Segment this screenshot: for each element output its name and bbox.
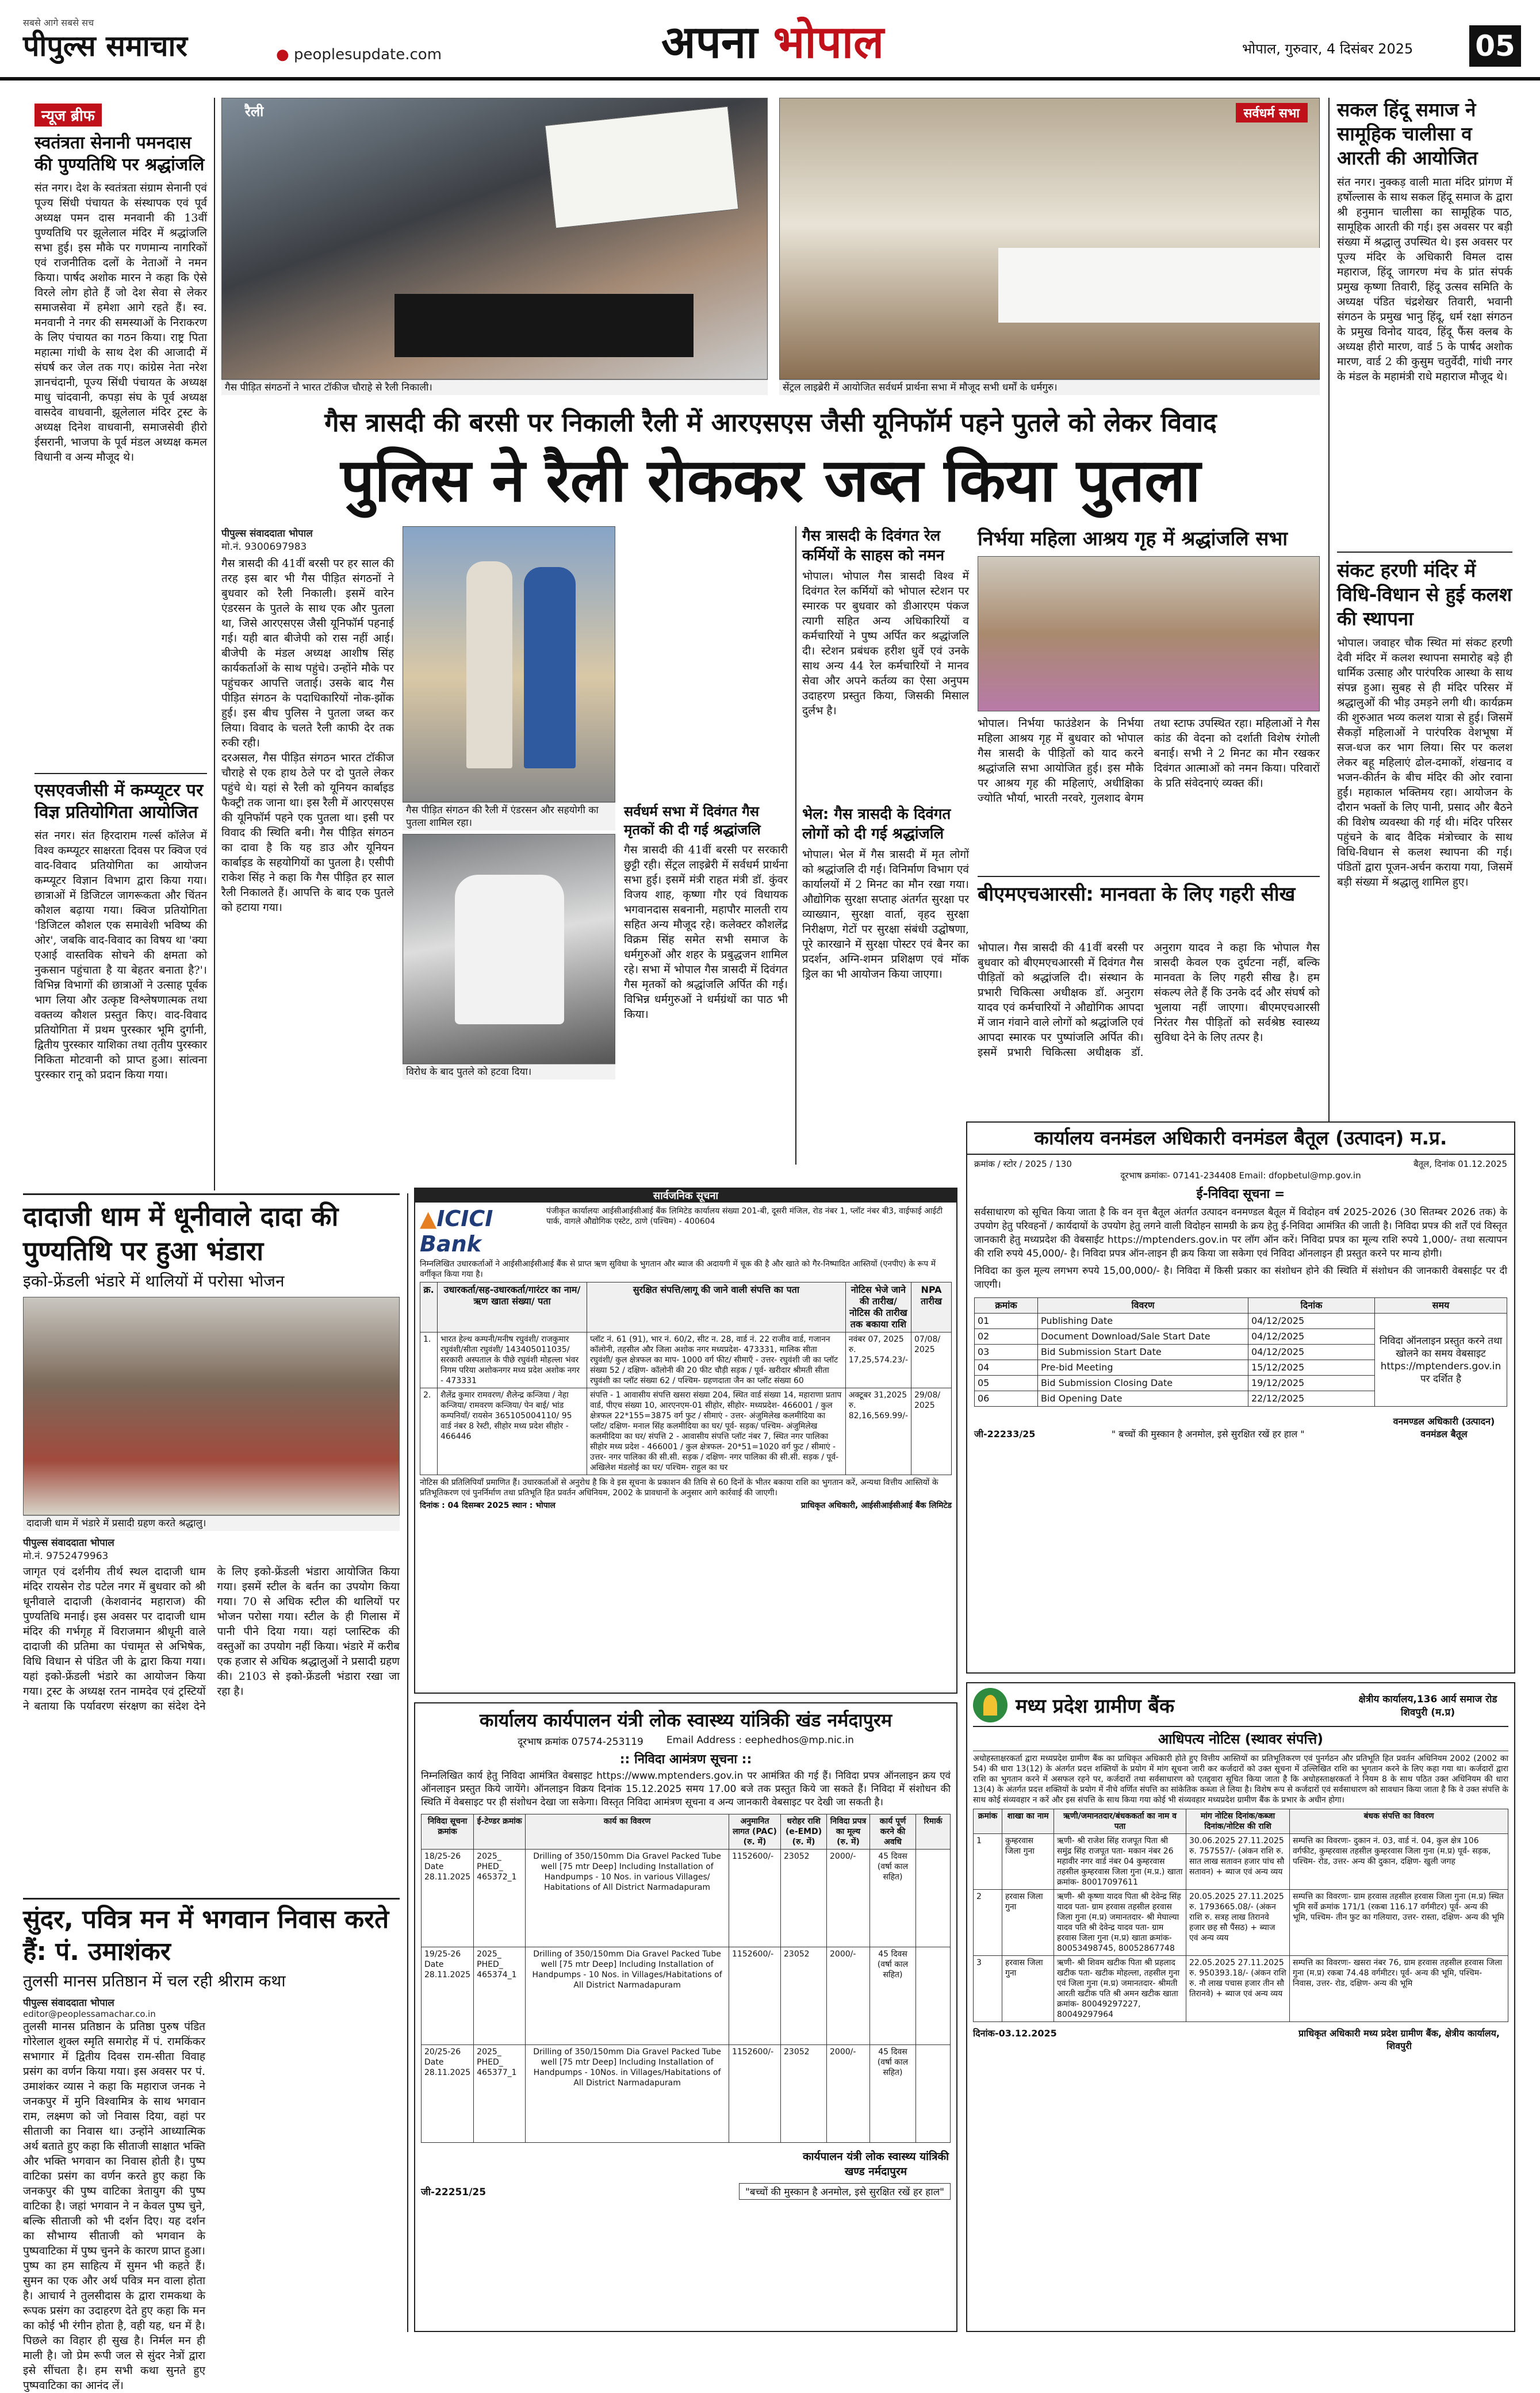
cell xyxy=(916,1947,951,2045)
section-rule xyxy=(23,1898,400,1900)
cell: 18/25-26 Date 28.11.2025 xyxy=(422,1850,474,1947)
katha-body-1: तुलसी मानस प्रतिष्ठान के प्रतिष्ठा पुरुष पंडित गोरेलाल शुक्ल स्मृति समारोह में पं. रामकिंकर सभागार में द्वितीय दिवस राम-सीता विवाह प्रसंग का वर्णन किया गया। इस अवसर पर पं. उमाशंकर व्यास ने कहा कि महाराज जनक ने जनकपुर में मुनि विश्वामित्र के साथ भगवान राम, लक्ष्मण को जो निवास दिया, वहां पर सीताजी का निवास था। उन्होंने आध्यात्मिक अर्थ बताते हुए कहा कि सीताजी साक्षात भक्ति और भक्ति भगवान का निवास होती है। पुष्प वाटिका प्रसंग का वर्णन करते हुए कहा कि जनकपुर की पुष्प वाटिका त्रेतायुग की पुष्प वाटिका है। जहां भगवान ने न केवल पुष्प चुने, बल्कि सीताजी को भी दर्शन दिए। यह दर्शन का सौभाग्य सीताजी को भगवान के पुष्पवाटिका में पुष्प चुनने के कारण प्राप्त हुआ। पुष्प का हम साहित्य में सुमन भी कहते हैं। सुमन का एक और अर्थ पवित्र मन वाला होता है। आचार्य ने तुलसीदास के द्वारा रामकथा के रूपक प्रसंग का उदाहरण देते हुए कहा कि मन का कोई भी रंगीन होता है, वही यह, धन में है। पिछले का विहार ही सुख है। निर्मल मन ही माली है। जो प्रेम रूपी जल से सुंदर नेत्रों द्वारा इसे सींचता है। हम सभी कथा सुनते हुए पुष्पवाटिका का आनंद लें। xyxy=(23,2020,205,2392)
gas-memorial-story xyxy=(624,802,788,1165)
forest-place-date: बैतूल, दिनांक 01.12.2025 xyxy=(1413,1159,1507,1169)
col-header: ई-टेण्डर क्रमांक xyxy=(474,1814,526,1850)
cell: Drilling of 350/150mm Dia Gravel Packed Tube well [75 mtr Deep] Including Installation of Handpumps - 10Nos. in Villages/Habitations of All District Narmadapuram xyxy=(526,2045,729,2143)
forest-body: सर्वसाधारण को सूचित किया जाता है कि वन वृत्त बैतूल अंतर्गत उत्पादन वनमण्डल बैतूल में विदोहन वर्ष 2025-2026 (30 सितम्बर 2026 तक) के उपयोग हेतु परिवहनों / कार्यदायों के उपयोग हेतु लगने वाली विदोहन सामग्री के क्रय हेतु ई-निविदा आमंत्रित की जाती है। निविदा प्रपत्र की शर्तें एवं विस्तृत जानकारी हेतु मध्यप्रदेश की वेबसाईट https://mptenders.gov.in पर लॉग ऑन करें। निविदा प्रपत्र का मूल्य राशि रुपये 1,000/- तथा सत्यापन की राशि रुपये 45,000/- है। निविदा प्रपत्र ऑन-लाइन ही क्रय किया जा सकेगा एवं निविदा ऑनलाइन ही प्रस्तुत करने पर मान्य होगी। xyxy=(974,1207,1507,1259)
cell: संपत्ति - 1 आवासीय संपत्ति खसरा संख्या 204, स्थित वार्ड संख्या 14, महाराणा प्रताप वार्ड, पीएच संख्या 10, आरएनएम-01 सीहोर, सीहोर- मध्यप्रदेश- 466001 / कुल क्षेत्रफल 22*155=3875 वर्ग फुट / सीमाएं - उत्तर- अंजुमिलेख कलमीदिया का प्लॉट/ दक्षिण- मनाल सिंह कलमीदिया का घर/ पूर्व- सड़क/ पश्चिम- अंजुमिलेख कलमीदिया का घर/ संपत्ति 2 - आवासीय संपत्ति प्लॉट नंबर 7, स्थित नगर पालिका सीहोर मध्य प्रदेश - 466001 / कुल क्षेत्रफल- 20*51=1020 वर्ग फुट / सीमाएं - उत्तर- नगर पालिका की सी.सी. सड़क / दक्षिण- नगर पालिका की सी.सी. सड़क / पूर्व- अखिलेश मंडलोई का घर/ पश्चिम- राहुल का घर xyxy=(587,1388,846,1475)
dadaji-sub: इको-फ्रेंडली भंडारे में थालियों में परोसा भोजन xyxy=(23,1272,285,1291)
dadaji-head: दादाजी धाम में धूनीवाले दादा की पुण्यतिथि पर हुआ भंडारा xyxy=(23,1201,339,1266)
phe-table xyxy=(421,1814,951,2143)
cell: Document Download/Sale Start Date xyxy=(1038,1329,1248,1345)
covered-effigy xyxy=(455,875,564,1024)
phe-sign: कार्यपालन यंत्री लोक स्वास्थ्य यांत्रिकी खण्ड नर्मदापुरम xyxy=(802,2150,949,2178)
katha-story xyxy=(23,1904,400,2392)
icici-logo: ▲ICICI Bank xyxy=(420,1206,493,1257)
col-header: उधारकर्ता/सह-उधारकर्ता/गारंटर का नाम/ ऋण खाता संख्या/ पता xyxy=(438,1282,587,1333)
col-header: दिनांक xyxy=(1248,1298,1375,1314)
phe-phone: दूरभाष क्रमांक 07574-253119 xyxy=(518,1736,643,1748)
cell: 20/25-26 Date 28.11.2025 xyxy=(422,2045,474,2143)
sankat-harni-head: संकट हरणी मंदिर में विधि-विधान से हुई कलश की स्थापना xyxy=(1337,559,1512,630)
cell: 45 दिवस (वर्षा काल सहित) xyxy=(870,1947,916,2045)
protest-photo xyxy=(403,834,615,1064)
railway-body: भोपाल। भोपाल गैस त्रासदी विश्व में दिवंगत रेल कर्मियों को भोपाल स्टेशन पर स्मारक पर बुधवार को डीआरएम पंकज त्यागी सहित अन्य अधिकारियों व कर्मचारियों ने पुष्प अर्पित कर श्रद्धांजलि दी। स्टेशन प्रबंधक हरीश धुर्वे एवं उनके साथ अन्य 44 रेल कर्मचारियों ने मानव सेवा और अपने कर्तव्य का ऐसा अनुपम उदाहरण प्रस्तुत किया, जिसकी मिसाल दुर्लभ है। xyxy=(802,570,969,717)
cell: प्लॉट नं. 61 (91), भार नं. 60/2, सीट न. 28, वार्ड नं. 22 राजीव वार्ड, गजानन कॉलोनी, तहसील और जिला अशोक नगर मध्यप्रदेश- 473331, मालिक सीता रघुवंशी/ कुल क्षेत्रफल का माप- 1000 वर्ग फीट/ सीमाएँ - उत्तर- रघुवंशी जी का प्लॉट संख्या 52 / दक्षिण- कॉलोनी की 20 फीट चौड़ी सड़क / पूर्व- खरीदार श्रीमती सीता रघुवंशी का प्लॉट संख्या 62 / पश्चिम- ग्रहणदाता जैन का प्लॉट संख्या 60 xyxy=(587,1333,846,1388)
katha-email[interactable]: editor@peoplessamachar.co.in xyxy=(23,2009,156,2019)
table-row xyxy=(974,1834,1508,1890)
section-rule xyxy=(23,1193,400,1195)
cell: 2. xyxy=(420,1388,438,1475)
cell: 19/12/2025 xyxy=(1248,1376,1375,1391)
divider xyxy=(1337,552,1512,553)
cell: 1152600/- xyxy=(729,1947,781,2045)
prayer-meeting-photo xyxy=(779,98,1320,380)
cell: 2 xyxy=(974,1890,1002,1956)
cell: 22.05.2025 27.11.2025 रु. 950393.18/- (अंकन राशि रु. नौ लाख पचास हजार तीन सौ तिरानवे) + ब्याज एवं अन्य व्यय xyxy=(1186,1956,1290,2022)
cell: 05 xyxy=(975,1376,1038,1391)
forest-order-no: क्रमांक / स्टोर / 2025 / 130 xyxy=(974,1159,1072,1169)
icici-notice xyxy=(414,1188,957,1694)
cell xyxy=(916,2045,951,2143)
table-row xyxy=(420,1388,952,1475)
bhel-body: भोपाल। भेल में गैस त्रासदी में मृत लोगों को श्रद्धांजलि दी गई। विनिर्माण विभाग एवं कार्यालयों में 2 मिनट का मौन रखा गया। औद्योगिक सुरक्षा सप्ताह अंतर्गत सुरक्षा पर व्याख्यान, सुरक्षा वार्ता, वृहद सुरक्षा निरीक्षण, गेटों पर सुरक्षा संबंधी उद्घोषणा, पूरे कारखाने में सुरक्षा पोस्टर एवं बैनर का प्रदर्शन, अग्नि-शमन प्रशिक्षण एवं मॉक ड्रिल का भी आयोजन किया जाएगा। xyxy=(802,848,969,981)
railway-story xyxy=(802,526,969,1165)
cell xyxy=(916,1850,951,1947)
phe-notice-body: निम्नलिखित कार्य हेतु निविदा आमंत्रित वेबसाइट https://www.mptenders.gov.in पर आमंत्रित की गई हैं। निविदा प्रपत्र ऑनलाइन क्रय एवं ऑनलाइन प्रस्तुत किये जायेंगे। ऑनलाइन विक्रय दिनांक 15.12.2025 समय 17.00 बजे तक प्रस्तुत किये जा सकते हैं। निविदा में संशोधन की स्थिति में वेबसाइट पर ही संशोधन देखा जा सकेगा। विस्तृत निविदा आमंत्रण सूचना व अन्य जानकारी वेबसाइट पर देखी जा सकती है। xyxy=(421,1770,951,1808)
cell: हरवास जिला गुना xyxy=(1002,1956,1054,2022)
cell: 29/08/ 2025 xyxy=(911,1388,952,1475)
prayer-caption: सेंट्रल लाइब्रेरी में आयोजित सर्वधर्म प्रार्थना सभा में मौजूद सभी धर्मों के धर्मगुरु। xyxy=(779,380,1320,395)
icici-date-place: दिनांक : 04 दिसम्बर 2025 स्थान : भोपाल xyxy=(420,1501,556,1510)
forest-phone: दूरभाष क्रमांकः- 07141-234408 Email: dfopbetul@mp.gov.in xyxy=(1120,1170,1361,1181)
col-header: समय xyxy=(1375,1298,1507,1314)
phe-title: कार्यालय कार्यपालन यंत्री लोक स्वास्थ्य यांत्रिकी खंड नर्मदापुरम xyxy=(479,1709,892,1731)
cell: 2000/- xyxy=(827,1947,870,2045)
brief-item1-body: संत नगर। देश के स्वतंत्रता संग्राम सेनानी एवं पूज्य सिंधी पंचायत के संस्थापक एवं पूर्व अध्यक्ष पमन दास मनवानी की 13वीं पुण्यतिथि पर झूलेलाल मंदिर में श्रद्धांजलि सभा हुई। इस मौके पर गणमान्य नागरिकों एवं राजनीतिक दलों के नेताओं ने नमन किया। पार्षद अशोक मारन ने कहा कि ऐसे विरले लोग होते हैं जो देश सेवा से लेकर समाजसेवा में हमेशा आगे रहते हैं। स्व. मनवानी ने नगर की समस्याओं के निराकरण के लिए पंचायत का गठन किया। राष्ट्र पिता महात्मा गांधी के साथ देश की आजादी में संघर्ष कर जेल तक गए। कांग्रेस नेता नरेश ज्ञानचंदानी, पूज्य सिंधी पंचायत के अध्यक्ष माधु चांदवानी, कपड़ा संघ के पूर्व अध्यक्ष वासदेव वाधवानी, झूलेलाल मंदिर ट्रस्ट के अध्यक्ष दिनेश वाधवानी, समाजसेवी हीरो ईसरानी, भाजपा के पूर्व मंडल अध्यक्ष कमल विधानी व अन्य मौजूद थे। xyxy=(35,182,207,464)
dadaji-byline: पीपुल्स संवाददाता भोपाल xyxy=(23,1537,114,1549)
gramin-logo-icon xyxy=(973,1688,1007,1722)
col-header: कार्य पूर्ण करने की अवधि xyxy=(870,1814,916,1850)
cell: 23052 xyxy=(781,1850,827,1947)
rally-caption: गैस पीड़ित संगठनों ने भारत टॉकीज चौराहे से रैली निकाली। xyxy=(221,380,768,395)
table-row xyxy=(974,1956,1508,2022)
phe-email[interactable]: Email Address : eephedhos@mp.nic.in xyxy=(666,1735,854,1746)
cell: 04/12/2025 xyxy=(1248,1345,1375,1360)
brief-item2-body: संत नगर। संत हिरदाराम गर्ल्स कॉलेज में विश्व कम्प्यूटर साक्षरता दिवस पर क्विज एवं वाद-विवाद प्रतियोगिता का आयोजन कम्प्यूटर विज्ञान विभाग द्वारा किया गया। छात्राओं में डिजिटल जागरूकता और चिंतन कौशल बढ़ाया गया। क्विज प्रतियोगिता 'डिजिटल कौशल एक समावेशी भविष्य की ओर', जबकि वाद-विवाद का विषय था 'क्या एआई वास्तविक सोचने की क्षमता को नुकसान पहुंचाता है या बेहतर बनाता है?'। विभिन्न विभागों की छात्राओं ने उत्साह पूर्वक भाग लिया और उत्कृष्ट विश्लेषणात्मक तथा वक्तव्य कौशल प्रस्तुत किए। वाद-विवाद प्रतियोगिता में प्रथम पुरस्कार भूमि दुर्गानी, द्वितीय पुरस्कार याशिका तथा तृतीय पुरस्कार निकिता मोटवानी को प्राप्त हुआ। सांत्वना पुरस्कार रानू को प्रदान किया गया। xyxy=(35,829,207,1081)
forest-slogan: " बच्चों की मुस्कान है अनमोल, इसे सुरक्षित रखें हर हाल " xyxy=(1111,1429,1305,1439)
forest-sign: वनमण्डल अधिकारी (उत्पादन) वनमंडल बैतूल xyxy=(1393,1416,1495,1439)
phe-notice xyxy=(414,1702,957,2332)
forest-notice-title: ई-निविदा सूचना = xyxy=(1196,1187,1285,1201)
effigy-figure-2 xyxy=(524,567,576,768)
cell: Publishing Date xyxy=(1038,1314,1248,1329)
protest-caption: विरोध के बाद पुतले को हटवा दिया। xyxy=(403,1064,615,1079)
cell: Bid Submission Closing Date xyxy=(1038,1376,1248,1391)
cell: सम्पत्ति का विवरणः- ग्राम हरवास तहसील हरवास जिला गुना (म.प्र) स्थित भूमि सर्वे क्रमांक 171/1 (रकबा 116.17 वर्गमीटर) पूर्व- अन्य की भूमि, पश्चिम- तीन फुट का गलियारा, उत्तर- रास्ता, दक्षिण- अन्य की भूमि xyxy=(1290,1890,1508,1956)
phe-slogan: "बच्चों की मुस्कान है अनमोल, इसे सुरक्षित रखें हर हाल" xyxy=(739,2183,951,2200)
katha-sub: तुलसी मानस प्रतिष्ठान में चल रही श्रीराम कथा xyxy=(23,1971,286,1990)
brief-item2-head: एसएवजीसी में कम्प्यूटर पर विज्ञ प्रतियोगिता आयोजित xyxy=(35,780,204,822)
katha-byline: पीपुल्स संवाददाता भोपाल xyxy=(23,1997,114,2009)
rally-placard xyxy=(545,106,738,228)
news-brief xyxy=(35,104,207,1185)
nirbhaya-story xyxy=(978,526,1320,940)
effigy-figure-1 xyxy=(466,561,512,768)
lead-kicker: गैस त्रासदी की बरसी पर निकाली रैली में आरएसएस जैसी यूनिफॉर्म पहने पुतले को लेकर विवाद xyxy=(324,407,1217,438)
cell: 03 xyxy=(975,1345,1038,1360)
page-number: 05 xyxy=(1469,25,1521,67)
lead-body-col xyxy=(221,526,394,1165)
col-header: NPA तारीख xyxy=(911,1282,952,1333)
cell: 02 xyxy=(975,1329,1038,1345)
icici-sign: प्राधिकृत अधिकारी, आईसीआईसीआई बैंक लिमिटेड xyxy=(800,1501,952,1510)
gas-memorial-body: गैस त्रासदी की 41वीं बरसी पर सरकारी छुट्टी रही। सेंट्रल लाइब्रेरी में सर्वधर्म प्रार्थना सभा हुई। इसमें मंत्री राहत मंत्री डॉ. कुंवर विजय शाह, कृष्णा गौर एवं विधायक भगवानदास सबनानी, महापौर मालती राय सहित अन्य मौजूद रहे। कलेक्टर कौशलेंद्र विक्रम सिंह समेत सभी समाज के धर्मगुरुओं और शहर के प्रबुद्धजन शामिल रहे। सभा में भोपाल गैस त्रासदी में दिवंगत गैस मृतकों को श्रद्धांजलि अर्पित की गई। विभिन्न धर्मगुरुओं ने धर्मग्रंथों का पाठ भी किया। xyxy=(624,844,788,1021)
cell: 01 xyxy=(975,1314,1038,1329)
table-white-cloth xyxy=(998,248,1320,323)
cell: नवंबर 07, 2025 रु. 17,25,574.23/- xyxy=(845,1333,911,1388)
table-row xyxy=(422,2045,951,2143)
paper-logo xyxy=(23,16,270,68)
cell: सम्पत्ति का विवरणः- खसरा नंबर 76, ग्राम हरवास तहसील हरवास जिला गुना (म.प्र) रकबा 74.48 वर्गमीटर। पूर्व- अन्य की भूमि, पश्चिम- निवास, उत्तर- रोड, दक्षिण- अन्य की भूमि xyxy=(1290,1956,1508,2022)
cell: कुम्हरवास जिला गुना xyxy=(1002,1834,1054,1890)
cell: 2000/- xyxy=(827,1850,870,1947)
lead-body: गैस त्रासदी की 41वीं बरसी पर हर साल की तरह इस बार भी गैस पीड़ित संगठनों ने बुधवार को रैली निकाली। इसमें वारेन एंडरसन के पुतले के साथ एक और पुतला था, जिसे आरएसएस जैसी यूनिफॉर्म पहनाई गई। यही बात बीजेपी को रास नहीं आई। बीजेपी के मंडल अध्यक्ष आशीष सिंह कार्यकर्ताओं के साथ पहुंचे। उन्होंने मौके पर पहुंचकर आपत्ति जताई। उसके बाद गैस पीड़ित संगठन के पदाधिकारियों नोक-झोंक हुई। इस बीच पुलिस ने पुतला जब्त कर लिया। विवाद के चलते रैली काफी देर तक रुकी रही। दरअसल, गैस पीड़ित संगठन भारत टॉकीज चौराहे से एक हाथ ठेले पर दो पुतले लेकर पहुंचे थे। यहां से रैली को यूनियन कार्बाइड फैक्ट्री तक जाना था। इस रैली में आरएसएस की यूनिफॉर्म पहने एक पुतला था। इसी पर विवाद की स्थिति बनी। गैस पीड़ित संगठन का दावा है कि यह डाउ और यूनियन कार्बाइड के सहयोगियों का पुतला है। एसीपी राकेश सिंह ने कहा कि गैस पीड़ित हर साल रैली निकालते हैं। आपत्ति के बाद एक पुतले को हटाया गया। xyxy=(221,557,394,914)
gramin-bank-name: मध्य प्रदेश ग्रामीण बैंक xyxy=(1016,1695,1175,1718)
col-header: क्र. xyxy=(420,1282,438,1333)
cell: 2025_ PHED_ 465374_1 xyxy=(474,1947,526,2045)
cell: 45 दिवस (वर्षा काल सहित) xyxy=(870,1850,916,1947)
cell: शैलेंद्र कुमार रामवरण/ शैलेन्द्र कन्जिया / नेहा कन्जिया/ रामवरण कन्जिया/ पेन बाई/ भांड कम्पनियाँ/ रायसेन 365105004110/ 95 वार्ड नंबर 8 रेस्टी, सीहोर मध्य प्रदेश सीहोर - 466446 xyxy=(438,1388,587,1475)
col-header: अनुमानित लागत (PAC) (रु. में) xyxy=(729,1814,781,1850)
bmhrc-head: बीएमएचआरसी: मानवता के लिए गहरी सीख xyxy=(978,883,1296,906)
nirbhaya-body: भोपाल। निर्भया फाउंडेशन के निर्भया महिला आश्रय गृह में बुधवार को भोपाल गैस त्रासदी के पीड़ितों को याद करने श्रद्धांजलि सभा आयोजित हुई। इस मौके पर आश्रय गृह की महिलाएं, अधीक्षिका ज्योति भौर्या, भारती नरवरे, गुलशाद बेगम तथा स्टाफ उपस्थित रहा। महिलाओं ने गैस कांड की वेदना को दर्शाती विशेष रंगोली बनाई। सभी ने 2 मिनट का मौन रखकर दिवंगत आत्माओं को नमन किया। परिवारों के प्रति संवेदनाएं व्यक्त कीं। xyxy=(978,717,1320,805)
icici-footer: नोटिस की प्रतिलिपियाँ प्रमाणित हैं। उधारकर्ताओं से अनुरोध है कि वे इस सूचना के प्रकाशन की तिथि से 60 दिनों के भीतर बकाया राशि का भुगतान करें, अन्यथा वित्तीय आस्तियों के प्रतिभूतिकरण एवं पुनर्निर्माण तथा प्रतिभूति हित प्रवर्तन अधिनियम, 2002 के प्रावधानों के अनुसार आगे कार्रवाई की जाएगी। xyxy=(420,1478,938,1498)
cell: 15/12/2025 xyxy=(1248,1360,1375,1376)
dateline: भोपाल, गुरुवार, 4 दिसंबर 2025 xyxy=(1242,41,1413,57)
cell: 30.06.2025 27.11.2025 रु. 757557/- (अंकन राशि रु. सात लाख सतावन हजार पांच सौ सतावन) + ब्याज एवं अन्य व्यय xyxy=(1186,1834,1290,1890)
cell: 23052 xyxy=(781,2045,827,2143)
masthead xyxy=(0,0,1540,81)
column-rule xyxy=(407,1193,408,2332)
bmhrc-body: भोपाल। गैस त्रासदी की 41वीं बरसी पर बुधवार को बीएमएचआरसी में दिवंगत गैस पीड़ितों को श्रद्धांजलि दी। संस्थान के प्रभारी चिकित्सा अधीक्षक डॉ. अनुराग यादव एवं कर्मचारियों ने औद्योगिक आपदा में जान गंवाने वाले लोगों को श्रद्धांजलि एवं आपदा स्मारक पर पुष्पांजलि अर्पित की। इसमें प्रभारी चिकित्सा अधीक्षक डॉ. अनुराग यादव ने कहा कि भोपाल गैस त्रासदी केवल एक दुर्घटना नहीं, बल्कि मानवता के लिए गहरी सीख है। हम संकल्प लेते हैं कि उनके दर्द और संघर्ष को भुलाया नहीं जाएगा। बीएमएचआरसी निरंतर गैस पीड़ितों को सर्वश्रेष्ठ स्वास्थ्य सुविधा देने के लिए तत्पर है। xyxy=(978,941,1320,1059)
cell: सम्पत्ति का विवरणः- दुकान नं. 03, वार्ड नं. 04, कुल क्षेत्र 106 वर्गफीट, कुम्हरवास तहसील कुम्हरवास जिला गुना (म.प्र) पूर्व- सड़क, पश्चिम- रोड, उत्तर- अन्य की दुकान, दक्षिण- खुली जगह xyxy=(1290,1834,1508,1890)
rally-photo xyxy=(221,98,768,380)
cell: 1 xyxy=(974,1834,1002,1890)
col-header: धरोहर राशि (e-EMD) (रु. में) xyxy=(781,1814,827,1850)
cell: 1152600/- xyxy=(729,1850,781,1947)
sakal-hindu-head: सकल हिंदू समाज ने सामूहिक चालीसा व आरती की आयोजित xyxy=(1337,98,1478,169)
col-header: निविदा प्रपत्र का मूल्य (रु. में) xyxy=(827,1814,870,1850)
cell: ऋणी- श्री शिवम खटीक पिता श्री प्रहलाद खटीक पता- खटीक मोहल्ला, तहसील गुना एवं जिला गुना (म.प्र) जमानतदार- श्रीमती आरती खटीक पति श्री अमन खटीक खाता क्रमांक- 80049297227, 80049297964 xyxy=(1054,1956,1186,2022)
rally-banner xyxy=(394,294,694,357)
dadaji-body: जागृत एवं दर्शनीय तीर्थ स्थल दादाजी धाम मंदिर रायसेन रोड पटेल नगर में बुधवार को श्री धूनीवाले दादाजी (केशवानंद महाराज) की पुण्यतिथि मनाई। इस अवसर पर दादाजी धाम मंदिर की गर्भगृह में विराजमान श्रीधूनी वाले दादाजी की प्रतिमा का पंचामृत से अभिषेक, विधि विधान से पंडित जी के द्वारा किया गया। यहां इको-फ्रेंडली भंडारे का आयोजन किया गया। ट्रस्ट के अध्यक्ष रतन नामदेव एवं ट्रस्टियों ने बताया कि पर्यावरण संरक्षण का संदेश देने के लिए इको-फ्रेंडली भंडारा आयोजित किया गया। इसमें स्टील के बर्तन का उपयोग किया गया। 70 से अधिक स्टील की थालियों पर भोजन परोसा गया। स्टील के ही गिलास में पानी पीने दिया गया। यहां प्लास्टिक की वस्तुओं का उपयोग नहीं किया। भंडारे में करीब एक हजार से अधिक श्रद्धालुओं ने प्रसादी ग्रहण की। 2103 से इको-फ्रेंडली भंडारा रखा जा रहा है। xyxy=(23,1565,400,1713)
col-header: शाखा का नाम xyxy=(1002,1809,1054,1834)
paper-tagline: सबसे आगे सबसे सच xyxy=(23,17,94,28)
dadaji-caption: दादाजी धाम में भंडारे में प्रसादी ग्रहण करते श्रद्धालु। xyxy=(23,1515,400,1531)
cell: 45 दिवस (वर्षा काल सहित) xyxy=(870,2045,916,2143)
prayer-tag: सर्वधर्म सभा xyxy=(1236,103,1308,122)
lead-mobile: मो.नं. 9300697983 xyxy=(221,541,307,553)
rally-tag: रैली xyxy=(245,104,264,120)
nirbhaya-photo xyxy=(978,556,1320,711)
cell: 22/12/2025 xyxy=(1248,1391,1375,1407)
dadaji-mobile: मो.नं. 9752479963 xyxy=(23,1550,109,1562)
sakal-hindu-body: संत नगर। नुक्कड़ वाली माता मंदिर प्रांगण में हर्षोल्लास के साथ सकल हिंदू समाज के द्वारा श्री हनुमान चालीसा का सामूहिक पाठ, सामूहिक आरती की गई। इस अवसर पर बड़ी संख्या में श्रद्धालु उपस्थित थे। इस अवसर पर पूज्य मंदिर के अधिकारी विमल दास महाराज, हिंदू जागरण मंच के प्रांत संपर्क प्रमुख कृष्णा तिवारी, हिंदू उत्सव समिति के अध्यक्ष पंडित चंद्रशेखर तिवारी, भवानी संगठन के प्रमुख भानु हिंदू, धर्म रक्षा संगठन के प्रमुख विनोद यादव, हिंदू फैंस क्लब के अध्यक्ष हीरो मारण, वार्ड 5 के पार्षद अशोक मारण, वार्ड 2 की कुसुम चतुर्वेदी, गांधी नगर के मंडल के महामंत्री राधे महाराज मौजूद थे। xyxy=(1337,176,1512,383)
railway-head: गैस त्रासदी के दिवंगत रेल कर्मियों के साहस को नमन xyxy=(802,527,945,564)
cell: ऋणी- श्री कृष्णा यादव पिता श्री देवेन्द्र सिंह यादव पता- ग्राम हरवास तहसील हरवास जिला गुना (म.प्र) जमानतदार- श्री मेघाल्या यादव पति श्री देवेन्द्र यादव पता- ग्राम हरवास जिला गुना (म.प्र) खाता क्रमांक- 80053498745, 80052867748 xyxy=(1054,1890,1186,1956)
gramin-intro: अधोहस्ताक्षरकर्ता द्वारा मध्यप्रदेश ग्रामीण बैंक का प्राधिकृत अधिकारी होते हुए वित्तीय आस्तियों का प्रतिभूतिकरण एवं पुनर्गठन और प्रतिभूति हित प्रवर्तन अधिनियम 2002 (2002 का 54) की धारा 13(12) के अंतर्गत प्रदत्त शक्तियों के प्रयोग में मांग सूचना जारी कर कर्जदारों को उक्त सूचना में उल्लिखित राशि का भुगतान करने के लिए कहा गया था। कर्जदारों द्वारा राशि का भुगतान करने में असफल रहने पर, कर्जदारों तथा सर्वसाधारण को एतद्द्वारा सूचित किया जाता है कि अधोहस्ताक्षरकर्ता ने नियम 8 के साथ पठित उक्त अधिनियम की धारा 13(4) के अंतर्गत प्रदत्त शक्तियों के प्रयोग में नीचे वर्णित संपत्ति का सांकेतिक कब्जा ले लिया है। विशेष रूप से कर्जदारों एवं सर्वसाधारण को सावधान किया जाता है कि वे उक्त संपत्ति के साथ कोई संव्यवहार न करें और इस संपत्ति के साथ किया गया कोई भी संव्यवहार मध्यप्रदेश ग्रामीण बैंक के प्रभार के अधीन होगा। xyxy=(973,1754,1508,1805)
table-row xyxy=(974,1890,1508,1956)
table-row xyxy=(422,1850,951,1947)
icici-intro: पंजीकृत कार्यालयः आईसीआईसीआई बैंक लिमिटेड कार्यालय संख्या 201-बी, दूसरी मंजिल, रोड नंबर 1, प्लॉट नंबर बी3, वाईफाई आईटी पार्क, वागले औद्योगिक एस्टेट, ठाणे (पश्चिम) - 400604 xyxy=(546,1207,943,1226)
gramin-date: दिनांक-03.12.2025 xyxy=(973,2028,1057,2039)
forest-title: कार्यालय वनमंडल अधिकारी वनमंडल बैतूल (उत्पादन) म.प्र. xyxy=(967,1123,1514,1155)
dadaji-story xyxy=(23,1199,400,1941)
cell: 04/12/2025 xyxy=(1248,1329,1375,1345)
column-rule xyxy=(795,526,796,1165)
col-header: सुरक्षित संपत्ति/लागू की जाने वाली संपत्ति का पता xyxy=(587,1282,846,1333)
icici-note: निम्नलिखित उधारकर्ताओं ने आईसीआईसीआई बैंक से प्राप्त ऋण सुविधा के भुगतान और ब्याज की अदायगी में चूक की है और खाते को गैर-निष्पादित आस्तियों (एनपीए) के रूप में वर्गीकृत किया गया है। xyxy=(420,1259,936,1279)
cell: 2025_ PHED_ 465377_1 xyxy=(474,2045,526,2143)
divider xyxy=(978,876,1320,877)
col-header: क्रमांक xyxy=(975,1298,1038,1314)
table-row xyxy=(975,1314,1507,1329)
paper-name: पीपुल्स समाचार xyxy=(23,29,187,63)
forest-body-2: निविदा का कुल मूल्य लगभग रुपये 15,00,000/- है। निविदा में किसी प्रकार का संशोधन होने की स्थिति में संशोधन की जानकारी वेबसाईट पर दी जाएगी। xyxy=(974,1265,1507,1291)
cell: हरवास जिला गुना xyxy=(1002,1890,1054,1956)
cell: Bid Opening Date xyxy=(1038,1391,1248,1407)
cell: 2000/- xyxy=(827,2045,870,2143)
forest-notice xyxy=(966,1121,1515,1674)
cell: Drilling of 350/150mm Dia Gravel Packed Tube well [75 mtr Deep] Including Installation of Handpumps - 10 Nos. in Villages/Habitations of All District Narmadapuram xyxy=(526,1947,729,2045)
brief-tag: न्यूज ब्रीफ xyxy=(35,104,102,127)
col-header: निविदा सूचना क्रमांक xyxy=(422,1814,474,1850)
sankat-harni-body: भोपाल। जवाहर चौक स्थित मां संकट हरणी देवी मंदिर में कलश स्थापना समारोह बड़े ही धार्मिक उत्साह और पारंपरिक आस्था के साथ संपन्न हुआ। सुबह से ही मंदिर परिसर में श्रद्धालुओं की भीड़ उमड़ने लगी थी। कार्यक्रम की शुरुआत भव्य कलश यात्रा से हुई। जिसमें सैकड़ों महिलाओं ने पारंपरिक वेशभूषा में सज-धज कर भाग लिया। सिर पर कलश लेकर बहू महिलाएं ढोल-दमाकों, शंखनाद व भजन-कीर्तन के बीच मंदिर की ओर रवाना हुईं। महाकाल भक्तिमय रहा। आयोजन के दौरान भक्तों के लिए पानी, प्रसाद और बैठने की विशेष व्यवस्था की गई थी। मंदिर परिसर पहुंचने के बाद वैदिक मंत्रोच्चार के साथ विधि-विधान से कलश स्थापना की गई। पंडितों द्वारा पूजन-अर्चन कराया गया, जिसमें बड़ी संख्या में श्रद्धालु शामिल हुए। xyxy=(1337,637,1512,889)
icici-header: सार्वजनिक सूचना xyxy=(415,1189,956,1203)
forest-time-note: निविदा ऑनलाइन प्रस्तुत करने तथा खोलने का समय वेबसाइट https://mptenders.gov.in पर दर्शित है xyxy=(1375,1314,1507,1407)
gramin-notice-title: आधिपत्य नोटिस (स्थावर संपत्ति) xyxy=(973,1729,1508,1751)
gramin-notice xyxy=(966,1682,1515,2332)
cell: Bid Submission Start Date xyxy=(1038,1345,1248,1360)
cell: 07/08/ 2025 xyxy=(911,1333,952,1388)
col-header: रिमार्क xyxy=(916,1814,951,1850)
col-header: विवरण xyxy=(1038,1298,1248,1314)
forest-ref-no: जी-22233/25 xyxy=(974,1429,1036,1439)
cell: ऋणी- श्री राजेश सिंह राजपूत पिता श्री समुंद्र सिंह राजपूत पता- मकान नंबर 26 महावीर नगर वार्ड नंबर 04 कुम्हरवास तहसील कुम्हरवास जिला गुना (म.प्र.) खाता क्रमांक- 80017097611 xyxy=(1054,1834,1186,1890)
col-header: मांग नोटिस दिनांक/कब्जा दिनांक/नोटिस की राशि xyxy=(1186,1809,1290,1834)
forest-table xyxy=(974,1297,1507,1407)
effigy-photo xyxy=(403,526,615,802)
col-header: बंधक संपत्ति का विवरण xyxy=(1290,1809,1508,1834)
divider xyxy=(35,773,207,774)
cell: 06 xyxy=(975,1391,1038,1407)
table-row xyxy=(420,1333,952,1388)
cell: 04 xyxy=(975,1360,1038,1376)
cell: 2025_ PHED_ 465372_1 xyxy=(474,1850,526,1947)
cell: Drilling of 350/150mm Dia Gravel Packed Tube well [75 mtr Deep] Including Installation of Handpumps - 10 Nos. in various Villages/ Habitations of All District Narmadapuram xyxy=(526,1850,729,1947)
col-header: नोटिस भेजे जाने की तारीख/ नोटिस की तारीख तक बकाया राशि xyxy=(845,1282,911,1333)
section-title: अपना भोपाल xyxy=(661,17,884,68)
col-header: क्रमांक xyxy=(974,1809,1002,1834)
cell: भारत हेल्थ कम्पनी/मनीष रघुवंशी/ राजकुमार रघुवंशी/सीता रघुवंशी/ 143405011035/ सरकारी अस्पताल के पीछे रघुवंशी मोहल्ला भंवर निगम परिया अशोकनगर मध्य प्रदेश अशोक नगर - 473331 xyxy=(438,1333,587,1388)
gramin-office: क्षेत्रीय कार्यालय,136 आर्य समाज रोड शिवपुरी (म.प्र) xyxy=(1358,1694,1497,1718)
bhel-head: भेल: गैस त्रासदी के दिवंगत लोगों को दी गई श्रद्धांजलि xyxy=(802,806,951,843)
brief-item1-head: स्वतंत्रता सेनानी पमनदास की पुण्यतिथि पर श्रद्धांजलि xyxy=(35,133,205,175)
katha-photo-placeholder xyxy=(217,1996,399,2295)
phe-ref-no: जी-22251/25 xyxy=(421,2187,486,2198)
table-row xyxy=(422,1947,951,2045)
column-rule xyxy=(214,98,215,1190)
right-column xyxy=(1337,98,1512,1121)
effigy-caption: गैस पीड़ित संगठन की रैली में एंडरसन और सहयोगी का पुतला शामिल रहा। xyxy=(403,802,615,830)
gramin-sign: प्राधिकृत अधिकारी मध्य प्रदेश ग्रामीण बैंक, क्षेत्रीय कार्यालय, शिवपुरी xyxy=(1298,2028,1500,2051)
col-header: ऋणी/जमानतदार/बंधककर्ता का नाम व पता xyxy=(1054,1809,1186,1834)
nirbhaya-head: निर्भया महिला आश्रय गृह में श्रद्धांजलि सभा xyxy=(978,527,1288,550)
gramin-table xyxy=(973,1809,1508,2022)
dadaji-photo xyxy=(23,1297,400,1515)
phe-notice-title: :: निविदा आमंत्रण सूचना :: xyxy=(619,1752,752,1767)
cell: Pre-bid Meeting xyxy=(1038,1360,1248,1376)
cell: 19/25-26 Date 28.11.2025 xyxy=(422,1947,474,2045)
cell: 23052 xyxy=(781,1947,827,2045)
column-rule xyxy=(1328,98,1330,1121)
website[interactable]: ● peoplesupdate.com xyxy=(276,46,442,63)
cell: 1. xyxy=(420,1333,438,1388)
cell: 20.05.2025 27.11.2025 रु. 1793665.08/- (अंकन राशि रु. सत्रह लाख तिरानवे हजार छह सौ पैंसठ) + ब्याज एवं अन्य व्यय xyxy=(1186,1890,1290,1956)
cell: 04/12/2025 xyxy=(1248,1314,1375,1329)
katha-head: सुंदर, पवित्र मन में भगवान निवास करते हैं: पं. उमाशंकर xyxy=(23,1905,389,1966)
lead-byline: पीपुल्स संवाददाता भोपाल xyxy=(221,528,313,539)
gas-memorial-head: सर्वधर्म सभा में दिवंगत गैस मृतकों की दी गई श्रद्धांजलि xyxy=(624,803,761,838)
cell: 3 xyxy=(974,1956,1002,2022)
cell: अक्टूबर 31,2025 रु. 82,16,569.99/- xyxy=(845,1388,911,1475)
lead-headline: पुलिस ने रैली रोककर जब्त किया पुतला xyxy=(340,445,1201,515)
col-header: कार्य का विवरण xyxy=(526,1814,729,1850)
icici-table xyxy=(420,1282,952,1475)
cell: 1152600/- xyxy=(729,2045,781,2143)
